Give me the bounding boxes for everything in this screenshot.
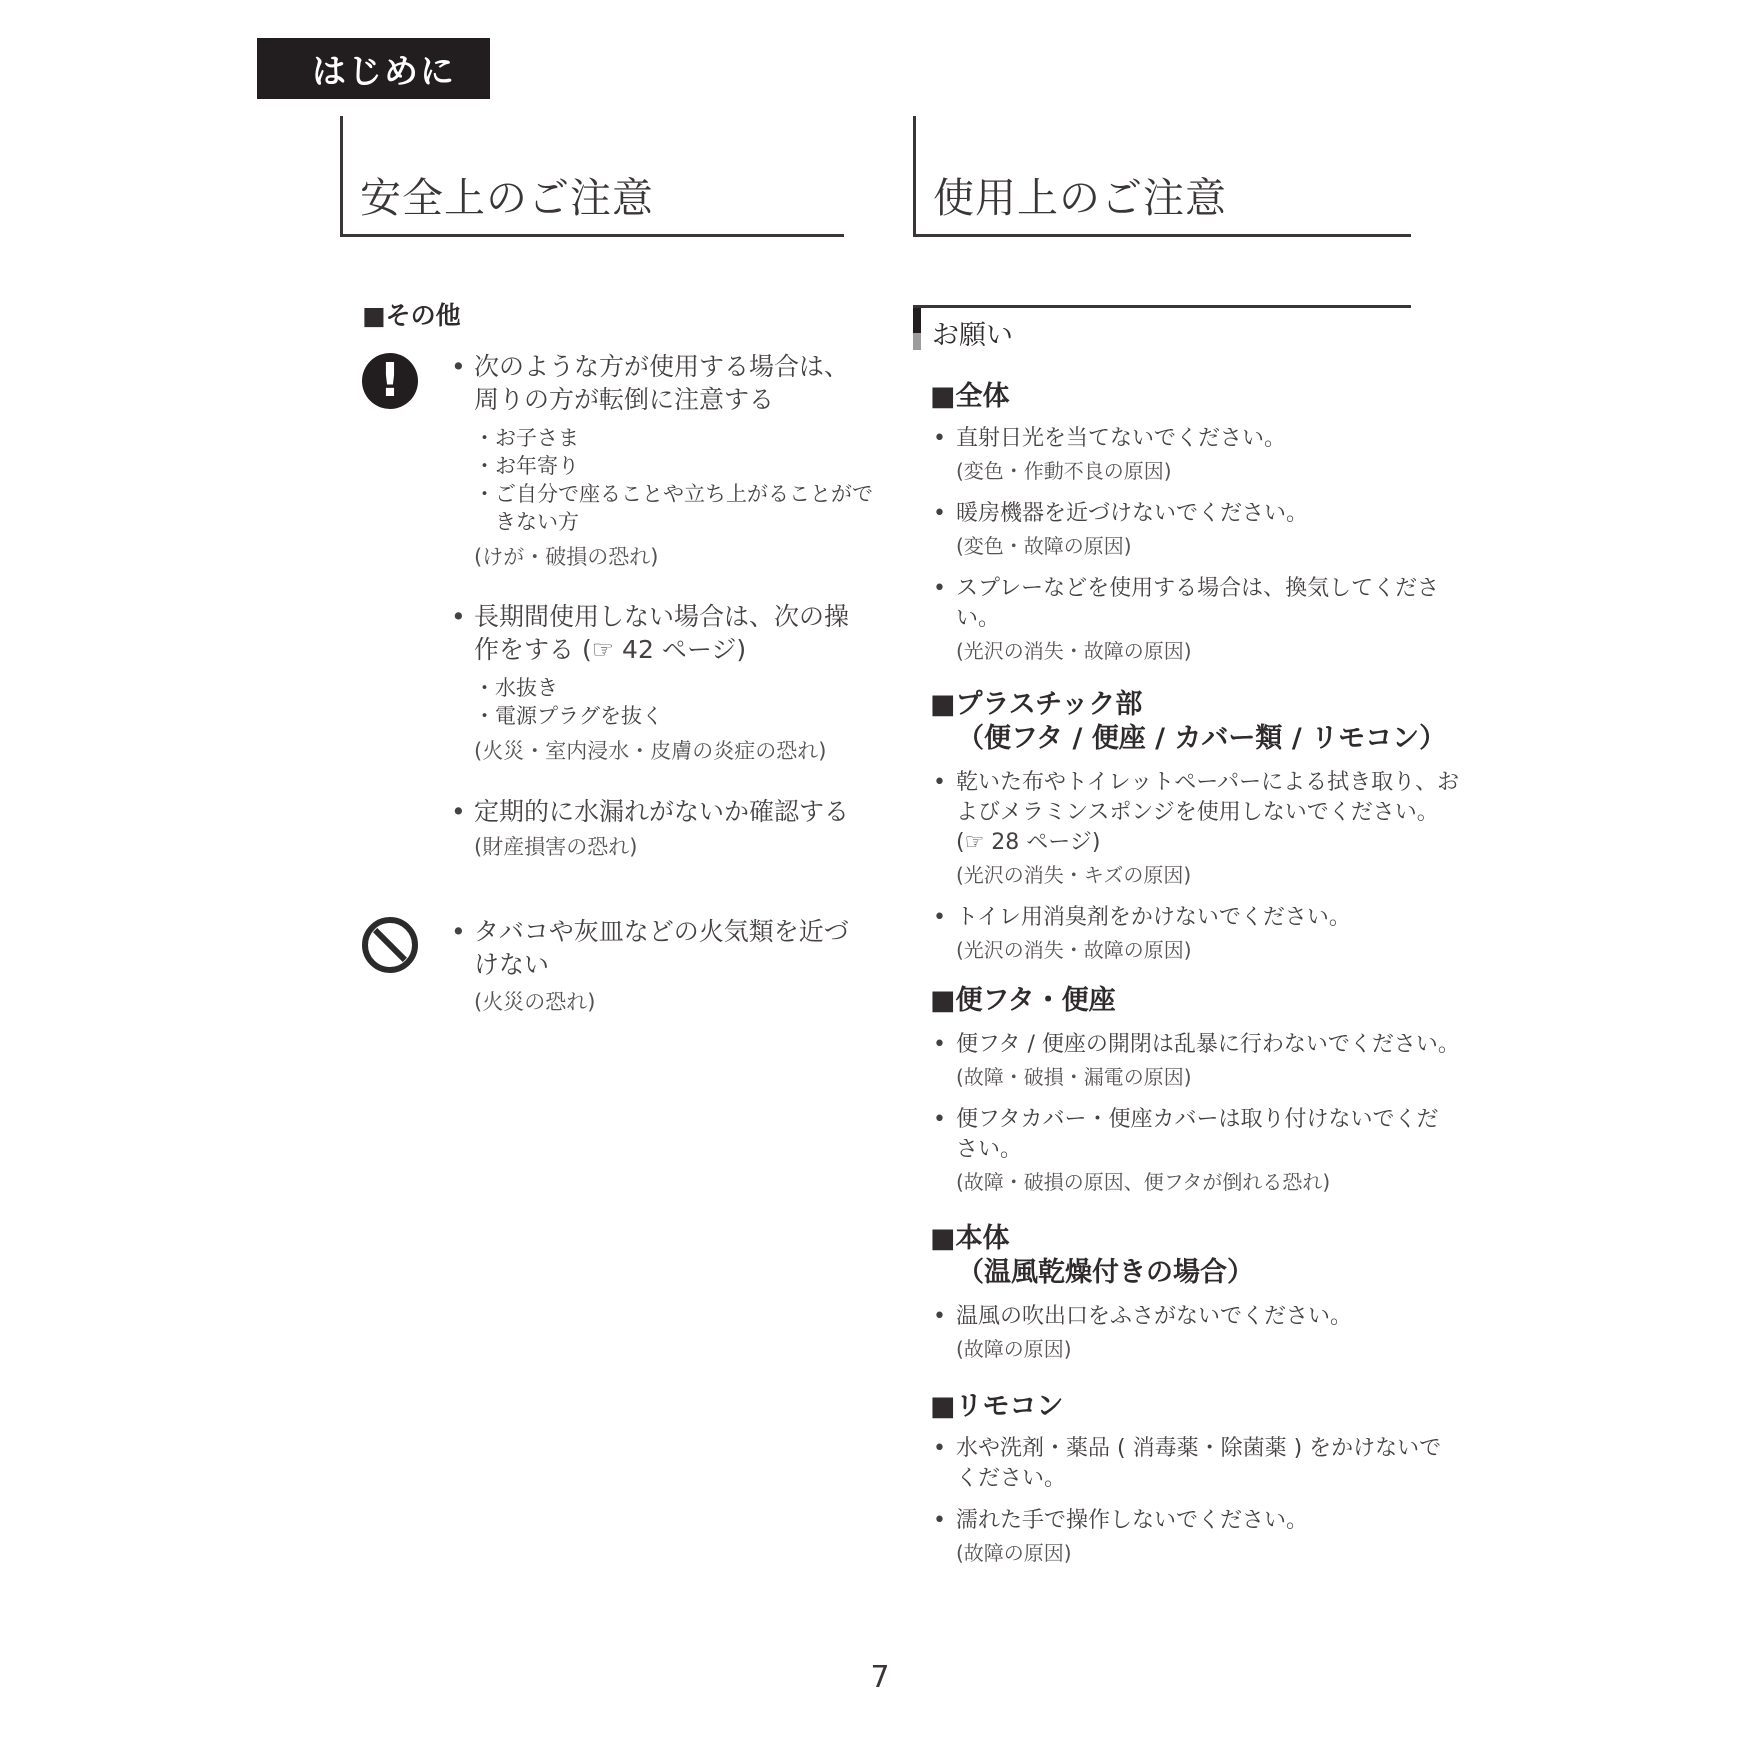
usage-section-1-title: ■全体	[930, 381, 1010, 412]
prohibition-icon	[362, 917, 418, 973]
safety-caution-1	[450, 350, 873, 571]
risk-note: (光沢の消失・キズの原因)	[956, 863, 1192, 887]
usage-item	[932, 1105, 1452, 1165]
usage-line: 暖房機器を近づけないでください。	[956, 501, 1309, 526]
usage-item	[932, 1030, 1460, 1060]
caution-line: 作をする (☞ 42 ページ)	[474, 635, 747, 664]
safety-caution-4	[450, 915, 870, 1016]
chapter-banner-label: はじめに	[312, 52, 456, 92]
safety-section-other-label: ■その他	[362, 301, 461, 330]
usage-section-5-body	[932, 1434, 1452, 1567]
request-header-bar	[913, 308, 921, 350]
usage-section-3-title: ■便フタ・便座	[930, 985, 1116, 1016]
risk-note: (変色・作動不良の原因)	[956, 459, 1172, 483]
usage-line: よびメラミンスポンジを使用しないでください。	[956, 800, 1439, 825]
usage-item	[932, 1506, 1452, 1536]
usage-section-5-title: ■リモコン	[930, 1391, 1064, 1422]
caution-subitem-continuation: きない方	[495, 510, 579, 534]
usage-section-2-body	[932, 768, 1460, 964]
usage-item	[932, 1434, 1452, 1494]
usage-section-3-body	[932, 1030, 1460, 1196]
usage-line: 便フタ / 便座の開閉は乱暴に行わないでください。	[956, 1032, 1460, 1057]
bullet-marker: •	[933, 1304, 946, 1329]
prohibition-slash	[373, 928, 407, 962]
safety-title: 安全上のご注意	[360, 174, 654, 222]
usage-line: 温風の吹出口をふさがないでください。	[956, 1304, 1353, 1329]
caution-item	[450, 915, 870, 1016]
section-title-line: ■プラスチック部	[930, 689, 1143, 720]
risk-note: (故障の原因)	[956, 1541, 1072, 1565]
usage-line: スプレーなどを使用する場合は、換気してくださ	[956, 576, 1440, 601]
usage-line: さい。	[956, 1137, 1023, 1162]
risk-note: (けが・破損の恐れ)	[474, 545, 659, 569]
bullet-marker: •	[933, 426, 946, 451]
bullet-marker: •	[933, 770, 946, 795]
usage-item	[932, 903, 1452, 933]
bullet-marker: •	[933, 1508, 946, 1533]
risk-note: (故障の原因)	[956, 1337, 1072, 1361]
usage-line: い。	[956, 606, 1001, 631]
risk-note: (故障・破損・漏電の原因)	[956, 1065, 1192, 1089]
bullet-marker: •	[451, 917, 466, 946]
usage-section-2-title	[930, 688, 1446, 756]
usage-item	[932, 424, 1452, 454]
bullet-marker: •	[451, 602, 466, 631]
risk-note: (財産損害の恐れ)	[474, 835, 638, 859]
exclamation-glyph: !	[379, 353, 401, 407]
risk-note: (変色・故障の原因)	[956, 534, 1132, 558]
caution-subitem: ・お年寄り	[474, 454, 579, 478]
request-header	[913, 305, 1411, 352]
caution-item	[450, 350, 873, 571]
caution-line: 周りの方が転倒に注意する	[474, 385, 775, 414]
caution-line: けない	[474, 950, 550, 979]
caution-line: 長期間使用しない場合は、次の操	[474, 602, 850, 631]
risk-note: (火災の恐れ)	[474, 990, 596, 1014]
usage-line: 便フタカバー・便座カバーは取り付けないでくだ	[956, 1107, 1439, 1132]
section-title-line: （温風乾燥付きの場合）	[957, 1257, 1254, 1288]
usage-line: トイレ用消臭剤をかけないでください。	[956, 905, 1351, 930]
section-title-line: （便フタ / 便座 / カバー類 / リモコン）	[957, 723, 1447, 754]
page-number: 7	[870, 1660, 890, 1695]
chapter-banner	[257, 38, 490, 99]
risk-note: (光沢の消失・故障の原因)	[956, 639, 1192, 663]
usage-title: 使用上のご注意	[933, 174, 1227, 222]
caution-item	[450, 795, 870, 861]
caution-subitem: ・お子さま	[474, 426, 579, 450]
usage-section-4-body	[932, 1302, 1452, 1363]
usage-line: 直射日光を当てないでください。	[956, 426, 1287, 451]
bullet-marker: •	[933, 501, 946, 526]
caution-line: 次のような方が使用する場合は、	[474, 352, 850, 381]
caution-subitem: ・ご自分で座ることや立ち上がることがで	[474, 482, 873, 506]
usage-line: 濡れた手で操作しないでください。	[956, 1508, 1309, 1533]
usage-section-4-title	[930, 1222, 1254, 1290]
bullet-marker: •	[933, 1107, 946, 1132]
bullet-marker: •	[933, 1032, 946, 1057]
usage-line: ください。	[956, 1466, 1067, 1491]
bullet-marker: •	[933, 576, 946, 601]
usage-item	[932, 1302, 1452, 1332]
caution-line: 定期的に水漏れがないか確認する	[474, 797, 850, 826]
caution-subitem: ・電源プラグを抜く	[474, 704, 663, 728]
caution-subitem: ・水抜き	[474, 676, 558, 700]
caution-sublist	[474, 674, 870, 730]
bullet-marker: •	[933, 1436, 946, 1461]
mandatory-action-icon	[362, 353, 418, 409]
bullet-marker: •	[451, 352, 466, 381]
usage-item	[932, 768, 1460, 858]
risk-note: (故障・破損の原因、便フタが倒れる恐れ)	[956, 1170, 1331, 1194]
usage-item	[932, 499, 1452, 529]
risk-note: (光沢の消失・故障の原因)	[956, 938, 1192, 962]
usage-line: 水や洗剤・薬品 ( 消毒薬・除菌薬 ) をかけないで	[956, 1436, 1442, 1461]
bullet-marker: •	[933, 905, 946, 930]
request-header-label: お願い	[932, 320, 1013, 351]
risk-note: (火災・室内浸水・皮膚の炎症の恐れ)	[474, 739, 827, 763]
bullet-marker: •	[451, 797, 466, 826]
caution-sublist	[474, 424, 873, 536]
safety-heading-block	[340, 116, 844, 237]
caution-line: タバコや灰皿などの火気類を近づ	[474, 917, 849, 946]
usage-section-1-body	[932, 424, 1452, 665]
usage-item	[932, 574, 1452, 634]
caution-item	[450, 600, 870, 765]
usage-heading-block	[913, 116, 1411, 237]
safety-caution-3	[450, 795, 870, 861]
usage-line: 乾いた布やトイレットペーパーによる拭き取り、お	[956, 770, 1460, 795]
section-title-line: ■本体	[930, 1223, 1010, 1254]
usage-line: (☞ 28 ページ)	[956, 830, 1101, 855]
safety-caution-2	[450, 600, 870, 765]
